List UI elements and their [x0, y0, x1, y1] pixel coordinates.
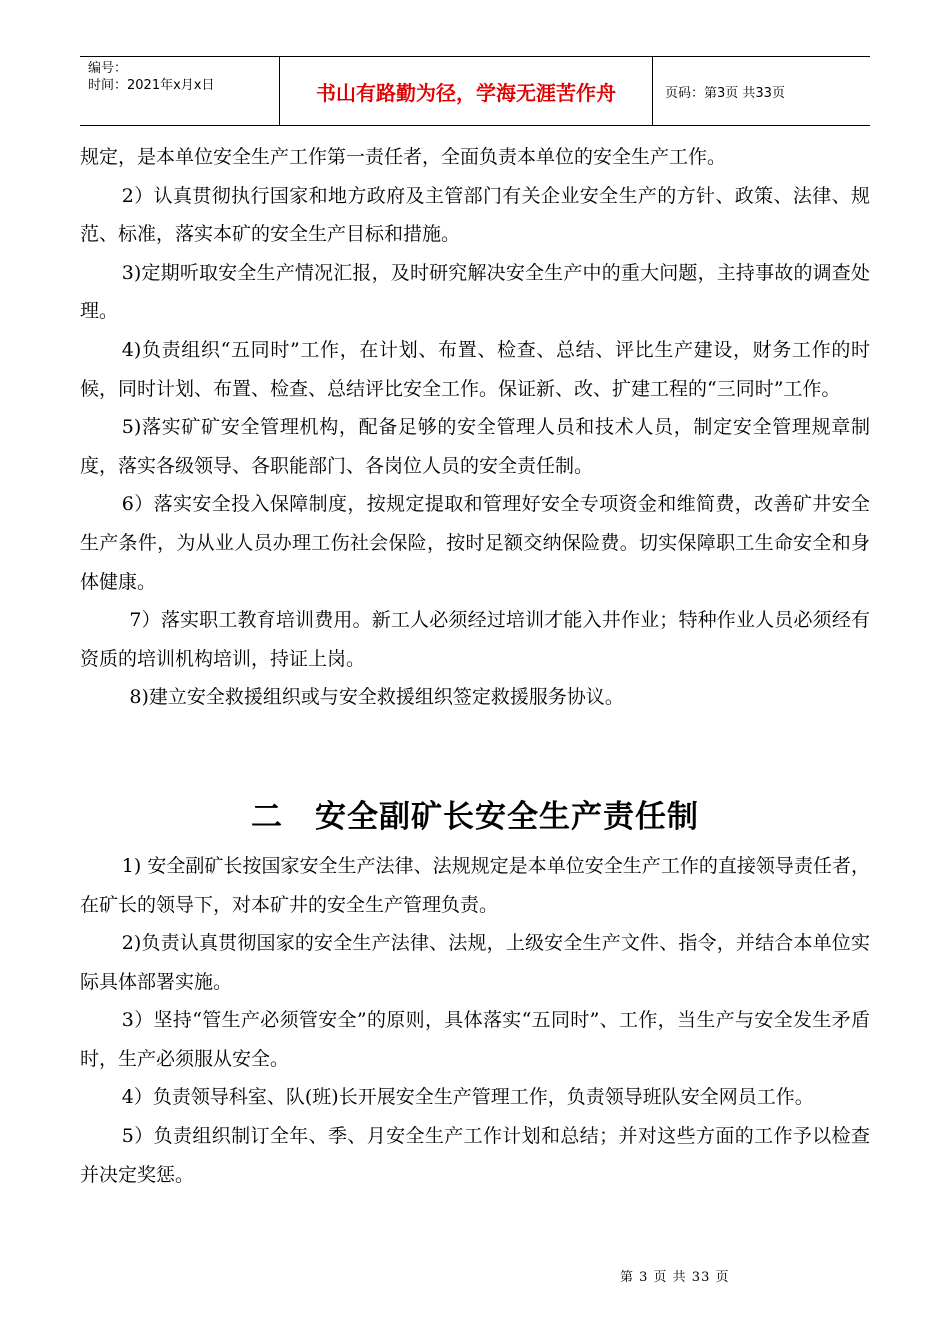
document-number-label: 编号： — [88, 61, 128, 76]
paragraph: 2）认真贯彻执行国家和地方政府及主管部门有关企业安全生产的方针、政策、法律、规范、标准，落实本矿的安全生产目标和措施。 — [80, 184, 870, 246]
page-header — [80, 56, 870, 126]
section-spacer — [80, 717, 870, 787]
header-motto: 书山有路勤为径，学海无涯苦作舟 — [280, 57, 653, 125]
header-page-info: 页码：第3页 共33页 — [665, 85, 785, 101]
paragraph: 1) 安全副矿长按国家安全生产法律、法规规定是本单位安全生产工作的直接领导责任者，在矿长的领导下，对本矿井的安全生产管理负责。 — [80, 854, 870, 916]
paragraph: 6）落实安全投入保障制度，按规定提取和管理好安全专项资金和维简费，改善矿井安全生产条件，为从业人员办理工伤社会保险，按时足额交纳保险费。切实保障职工生命安全和身体健康。 — [80, 493, 870, 593]
paragraph: 4）负责领导科室、队(班)长开展安全生产管理工作，负责领导班队安全网员工作。 — [121, 1086, 814, 1109]
section-title: 二 安全副矿长安全生产责任制 — [251, 798, 699, 835]
paragraph: 规定，是本单位安全生产工作第一责任者，全面负责本单位的安全生产工作。 — [80, 146, 727, 168]
document-body — [80, 138, 870, 1194]
paragraph: 4)负责组织“五同时”工作，在计划、布置、检查、总结、评比生产建设，财务工作的时候，同时计划、布置、检查、总结评比安全工作。保证新、改、扩建工程的“三同时”工作。 — [80, 338, 870, 400]
header-meta — [80, 57, 280, 125]
paragraph: 8)建立安全救援组织或与安全救援组织签定救援服务协议。 — [129, 686, 624, 709]
paragraph: 7）落实职工教育培训费用。新工人必须经过培训才能入井作业；特种作业人员必须经有资质的培训机构培训，持证上岗。 — [80, 609, 870, 670]
page-footer: 第 3 页 共 33 页 — [620, 1270, 730, 1285]
paragraph: 5)落实矿矿安全管理机构，配备足够的安全管理人员和技术人员，制定安全管理规章制度，落实各级领导、各职能部门、各岗位人员的安全责任制。 — [80, 416, 870, 477]
paragraph: 3）坚持“管生产必须管安全”的原则，具体落实“五同时”、工作，当生产与安全发生矛盾时，生产必须服从安全。 — [80, 1009, 870, 1070]
paragraph: 5）负责组织制订全年、季、月安全生产工作计划和总结；并对这些方面的工作予以检查并决定奖惩。 — [80, 1125, 870, 1186]
paragraph: 2)负责认真贯彻国家的安全生产法律、法规，上级安全生产文件、指令，并结合本单位实际具体部署实施。 — [80, 932, 870, 993]
paragraph: 3)定期听取安全生产情况汇报，及时研究解决安全生产中的重大问题，主持事故的调查处理。 — [80, 261, 870, 323]
document-date: 时间：2021年x月x日 — [88, 78, 215, 93]
